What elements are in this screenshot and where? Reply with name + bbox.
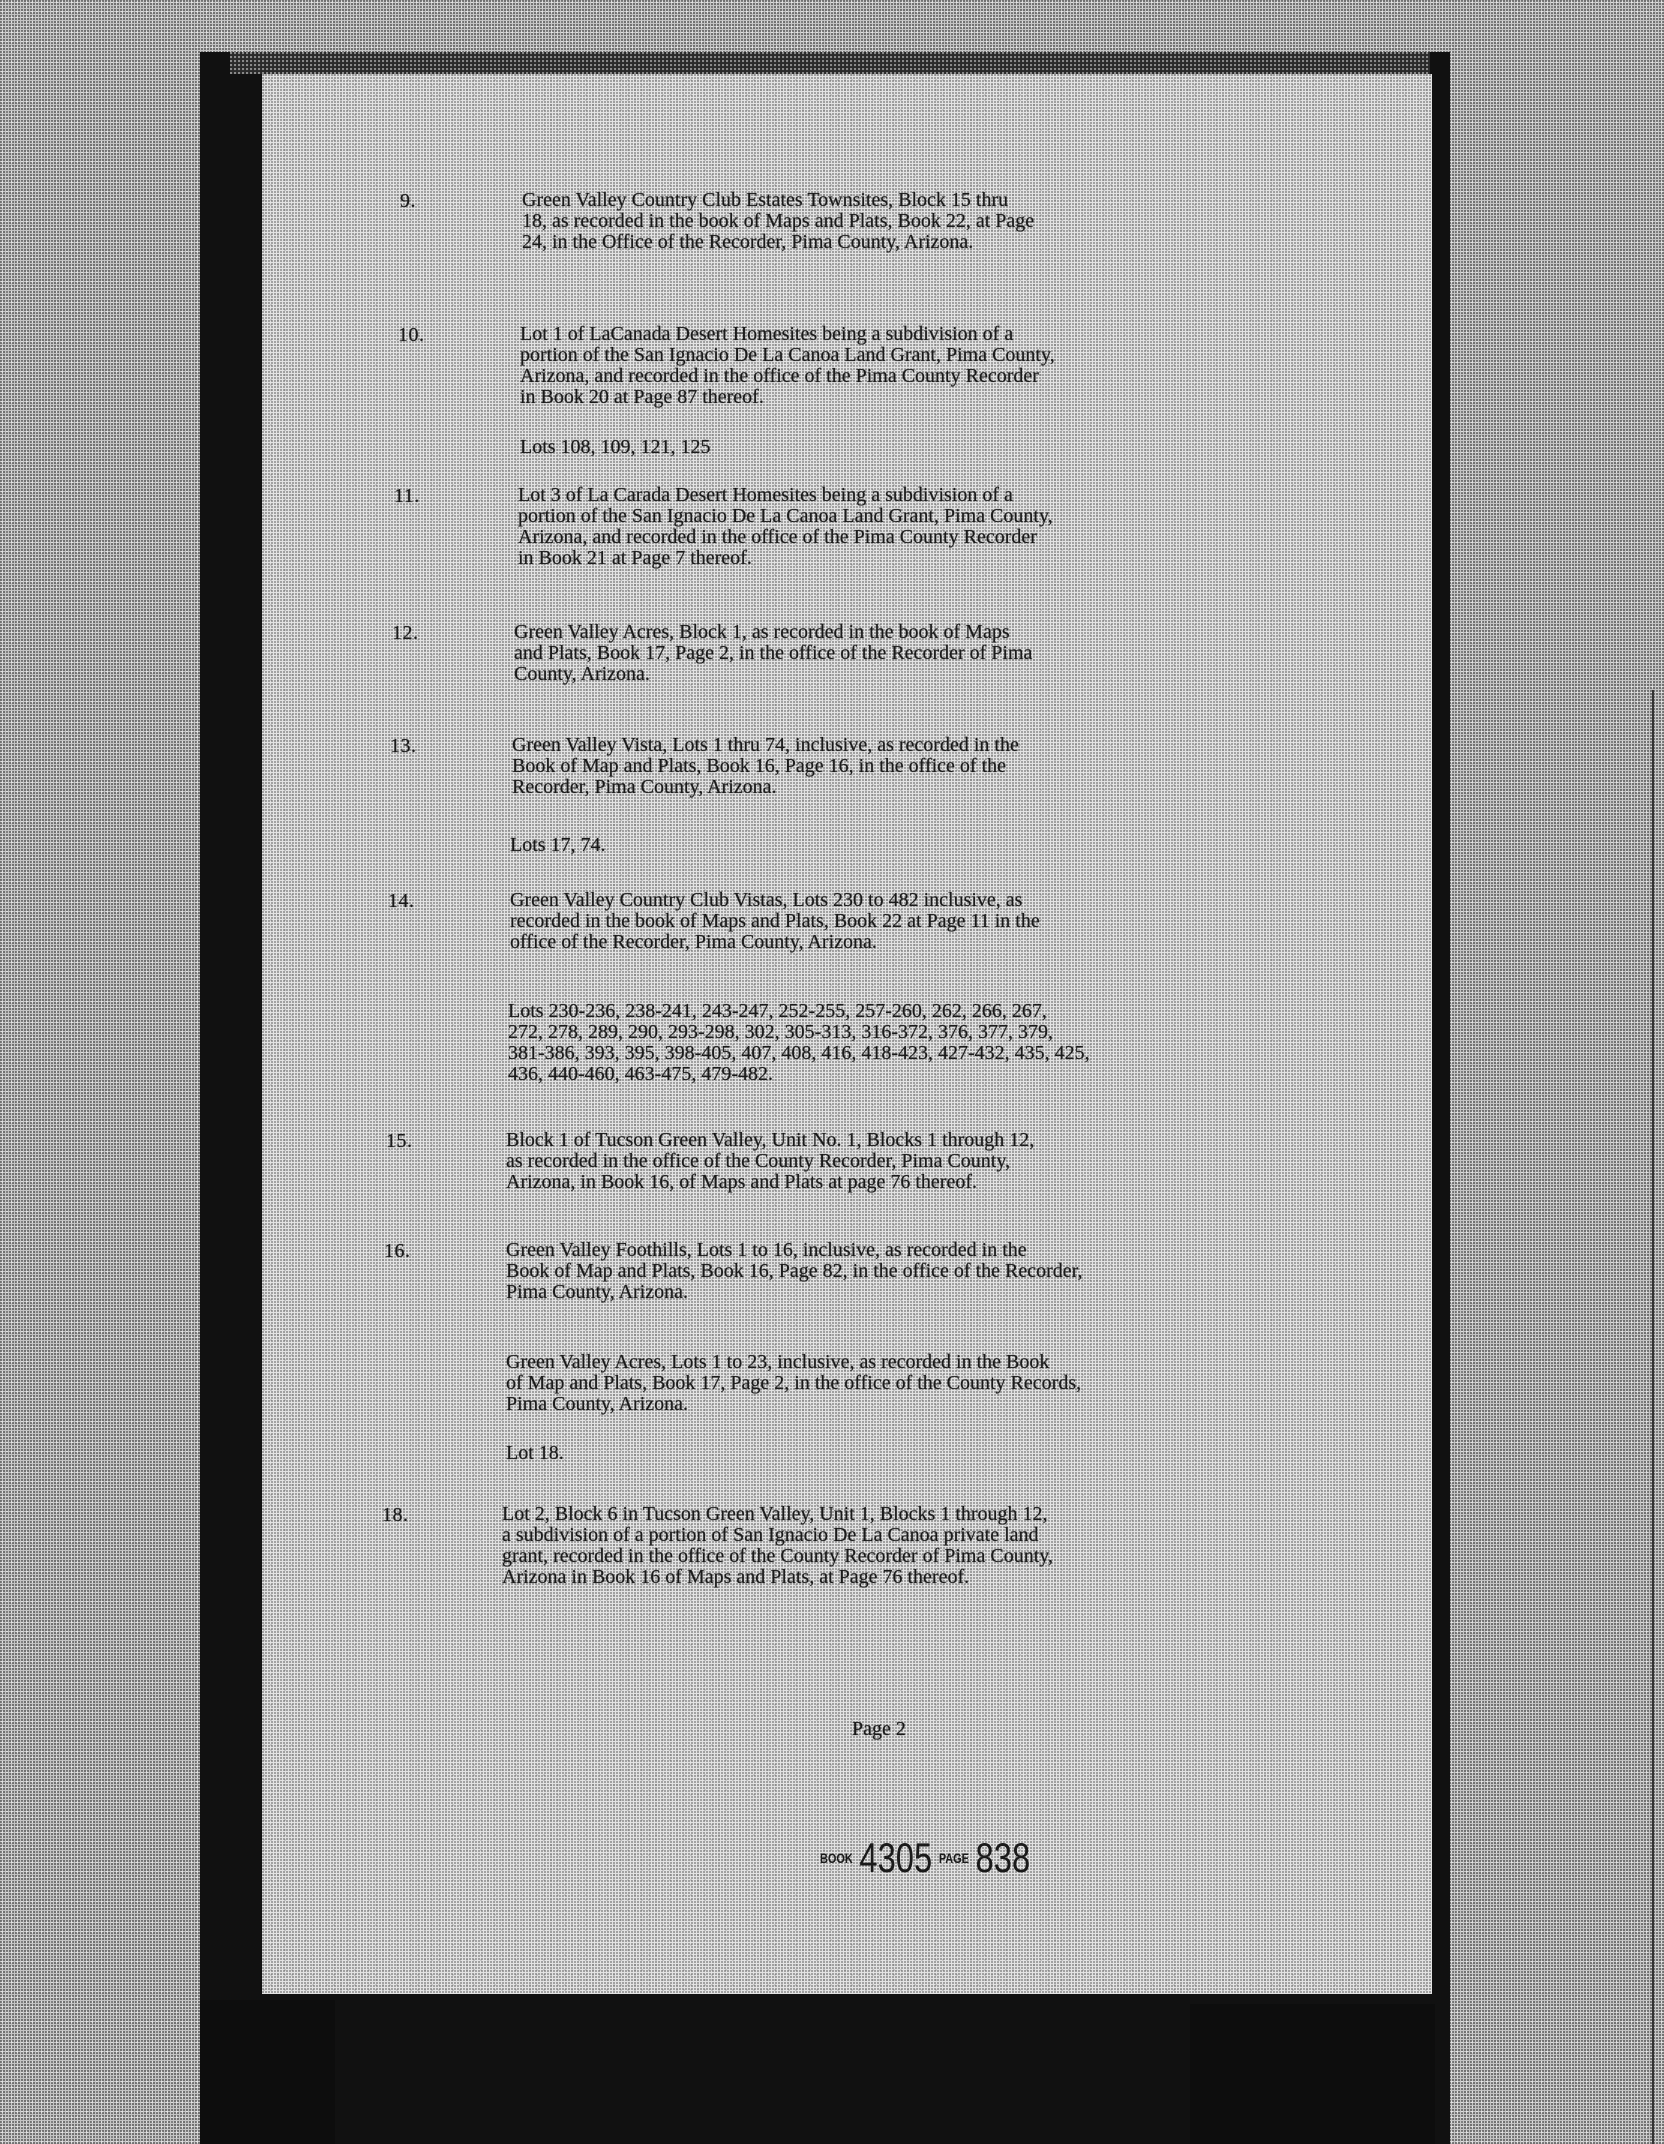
entry-text-line: Lot 1 of LaCanada Desert Homesites being a subdivision of a — [520, 323, 1014, 345]
entry-text-line: Lot 18. — [506, 1442, 564, 1464]
entry-text-line: in Book 20 at Page 87 thereof. — [520, 386, 764, 408]
entry-text-line: Pima County, Arizona. — [506, 1393, 689, 1415]
entry-number: 14. — [388, 890, 415, 912]
entry-text-line: recorded in the book of Maps and Plats, Book 22 at Page 11 in the — [510, 910, 1040, 932]
entry-number: 13. — [390, 735, 417, 757]
entry-text-line: Arizona in Book 16 of Maps and Plats, at Page 76 thereof. — [502, 1566, 970, 1588]
entry-text-line: a subdivision of a portion of San Ignacio De La Canoa private land — [502, 1524, 1039, 1546]
entry-number: 12. — [392, 622, 419, 644]
entry-number: 16. — [384, 1240, 411, 1262]
entry-text-line: Arizona, in Book 16, of Maps and Plats at page 76 thereof. — [506, 1171, 978, 1193]
entry-text-line: office of the Recorder, Pima County, Arizona. — [510, 931, 877, 953]
entry-text-line: Green Valley Country Club Vistas, Lots 230 to 482 inclusive, as — [510, 889, 1023, 911]
entry-text-line: grant, recorded in the office of the County Recorder of Pima County, — [502, 1545, 1053, 1567]
entry-text-line: of Map and Plats, Book 17, Page 2, in the office of the County Records, — [506, 1372, 1082, 1394]
entry-text-line: Book of Map and Plats, Book 16, Page 16, in the office of the — [512, 755, 1007, 777]
entry-text-line: Arizona, and recorded in the office of the Pima County Recorder — [518, 526, 1037, 548]
entry-text-line: 436, 440-460, 463-475, 479-482. — [508, 1063, 773, 1085]
entry-text-line: County, Arizona. — [514, 663, 650, 685]
entry-text-line: and Plats, Book 17, Page 2, in the office of the Recorder of Pima — [514, 642, 1033, 664]
book-page-stamp — [820, 1834, 1033, 1882]
entry-text-line: in Book 21 at Page 7 thereof. — [518, 547, 752, 569]
entry-text-line: Lots 230-236, 238-241, 243-247, 252-255, 257-260, 262, 266, 267, — [508, 1000, 1047, 1022]
book-word: BOOK — [820, 1850, 853, 1866]
page-word: PAGE — [938, 1850, 969, 1866]
page-number: 838 — [975, 1834, 1031, 1881]
entry-text-line: 18, as recorded in the book of Maps and Plats, Book 22, at Page — [522, 210, 1035, 232]
entry-text-line: 24, in the Office of the Recorder, Pima County, Arizona. — [522, 231, 974, 253]
entry-text-line: as recorded in the office of the County Recorder, Pima County, — [506, 1150, 1011, 1172]
entry-text-line: Green Valley Vista, Lots 1 thru 74, inclusive, as recorded in the — [512, 734, 1019, 756]
entry-text-line: Pima County, Arizona. — [506, 1281, 689, 1303]
entry-text-line: Arizona, and recorded in the office of the Pima County Recorder — [520, 365, 1039, 387]
entry-text-line: portion of the San Ignacio De La Canoa Land Grant, Pima County, — [518, 505, 1053, 527]
entry-text-line: Block 1 of Tucson Green Valley, Unit No. 1, Blocks 1 through 12, — [506, 1129, 1035, 1151]
entry-text-line: portion of the San Ignacio De La Canoa Land Grant, Pima County, — [520, 344, 1055, 366]
entry-text-line: Green Valley Foothills, Lots 1 to 16, inclusive, as recorded in the — [506, 1239, 1027, 1261]
entry-text-line: Recorder, Pima County, Arizona. — [512, 776, 777, 798]
entry-number: 9. — [400, 190, 416, 212]
book-number: 4305 — [859, 1834, 933, 1881]
entry-number: 18. — [382, 1504, 409, 1526]
entry-text-line: Lot 2, Block 6 in Tucson Green Valley, Unit 1, Blocks 1 through 12, — [502, 1503, 1048, 1525]
entry-number: 11. — [394, 485, 420, 507]
entry-text-line: Green Valley Acres, Lots 1 to 23, inclusive, as recorded in the Book — [506, 1351, 1050, 1373]
entry-text-line: 381-386, 393, 395, 398-405, 407, 408, 416, 418-423, 427-432, 435, 425, — [508, 1042, 1090, 1064]
entry-text-line: Lot 3 of La Carada Desert Homesites being a subdivision of a — [518, 484, 1013, 506]
entry-text-line: Lots 108, 109, 121, 125 — [520, 436, 711, 458]
page-number-label: Page 2 — [852, 1718, 906, 1740]
entry-text-line: Green Valley Acres, Block 1, as recorded in the book of Maps — [514, 621, 1010, 643]
entry-number: 15. — [386, 1130, 413, 1152]
entry-text-line: Green Valley Country Club Estates Townsites, Block 15 thru — [522, 189, 1009, 211]
entry-text-line: Book of Map and Plats, Book 16, Page 82, in the office of the Recorder, — [506, 1260, 1083, 1282]
entry-text-line: 272, 278, 289, 290, 293-298, 302, 305-313, 316-372, 376, 377, 379, — [508, 1021, 1053, 1043]
entry-text-line: Lots 17, 74. — [510, 834, 606, 856]
entry-number: 10. — [398, 324, 425, 346]
